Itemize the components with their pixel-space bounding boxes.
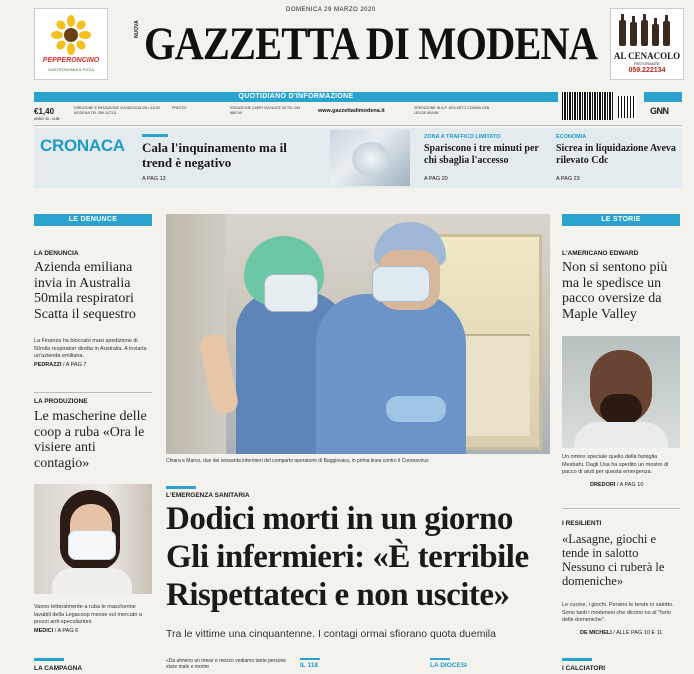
cronaca-story1-page: A PAG 13 <box>142 176 166 182</box>
main-headline-line3[interactable]: Rispettateci e non uscite» <box>166 577 510 613</box>
left-a3-sig: MEDICI / A PAG 6 <box>34 628 79 634</box>
right-a2-title[interactable]: «Lasagne, giochi e tende in salotto Nessuno ci ruberà le domeniche» <box>562 532 665 588</box>
right-a1-title[interactable]: Non si sentono più ma le spedisce un pacco oversize da Maple Valley <box>562 260 668 322</box>
info-col5: SPEDIZIONE IN A.P. 45% ART.2 COMMA 20/B LEGGE 662/96 <box>414 106 490 115</box>
right-ad-name: AL CENACOLO <box>613 51 681 61</box>
right-a1-kicker: L'AMERICANO EDWARD <box>562 250 639 257</box>
cronaca-story3-kicker: ECONOMIA <box>556 134 587 140</box>
main-kicker: L'EMERGENZA SANITARIA <box>166 492 250 499</box>
masthead-nuova: NUOVA <box>134 20 140 38</box>
cronaca-story1-title[interactable]: Cala l'inquinamento ma il trend è negativo <box>142 140 287 170</box>
main-bottom-quote: «Da almeno un mese e mezzo vediamo tante persone stare male e morire <box>166 658 287 670</box>
info-col2: PREZZO <box>172 106 187 110</box>
wine-bottles-icon <box>615 12 679 48</box>
left-a3-body: Vanno letteralmente a ruba le mascherine lavabili della Legacoop messe sul mercato a prezzi anti-speculazioni. <box>34 604 142 625</box>
barcode-small <box>618 96 636 118</box>
left-a1-kicker: LA DENUNCIA <box>34 250 79 257</box>
left-a1-sig: PEDRAZZI / A PAG 7 <box>34 362 87 368</box>
left-section-label: LE DENUNCE <box>68 216 118 223</box>
main-bottom-k2-accent <box>430 658 450 660</box>
right-a1-sig: DREDORI / A PAG 10 <box>590 482 644 488</box>
right-section-label: LE STORIE <box>601 216 641 223</box>
divider <box>34 392 152 393</box>
left-ad-brand: PEPPERONCINO <box>42 57 100 64</box>
right-ad[interactable] <box>610 8 684 80</box>
mask-woman-photo <box>34 484 152 594</box>
left-a2-title[interactable]: Le mascherine delle coop a ruba «Ora le visiere anti contagio» <box>34 409 147 471</box>
right-section2: I CALCIATORI <box>562 665 606 672</box>
info-col1: DIREZIONE E REDAZIONE VIA MUGGIA 2/6 • 41100 MODENA TEL 059 247311 <box>74 106 160 115</box>
cronaca-story2-kicker: ZONA A TRAFFICO LIMITATO <box>424 134 501 140</box>
right-a2-sig-name: DE MICHELI <box>580 630 612 636</box>
right-ad-sub: RISTORANTE <box>634 61 660 66</box>
right-ad-phone: 059.222134 <box>628 67 666 74</box>
tagline-bar <box>34 92 558 102</box>
main-subhead: Tra le vittime una cinquantenne. I contagi ormai sfiorano quota duemila <box>166 628 496 640</box>
edward-photo <box>562 336 680 448</box>
cronaca-story3-title[interactable]: Sicrea in liquidazione Aveva rilevato Cdc <box>556 143 676 166</box>
price-note: ANNO 40 - N.88 <box>34 117 60 121</box>
sunflower-icon <box>51 15 91 55</box>
masthead-date: DOMENICA 29 MARZO 2020 <box>286 7 376 13</box>
right-a2-body: Le cucine, i giochi. Persino le tende in salotto. Sono tanti i modenesi che dicono no al "furto delle domeniche". <box>562 602 674 623</box>
info-col3: REDAZIONE CARPI VIA NOCE 28 TEL 059 686745 <box>230 106 301 115</box>
left-ad-sub: GASTRONOMIA & PIZZA <box>47 67 94 72</box>
pollution-photo <box>330 130 410 186</box>
newspaper-title[interactable]: GAZZETTA DI MODENA <box>144 18 598 70</box>
main-bottom-k1: IL 118 <box>300 662 318 669</box>
right-a1-body: Un omino speciale quello della famiglia Mesbahi. Dagli Usa ha spedito un mostro di pacco di aiuti per questa emergenza. <box>562 454 669 475</box>
left-a3-sig-name: MEDICI <box>34 628 54 634</box>
barcode <box>562 92 614 120</box>
divider <box>562 508 680 509</box>
divider <box>34 125 682 126</box>
tagline: QUOTIDIANO D'INFORMAZIONE <box>238 93 354 100</box>
main-kicker-accent <box>166 486 196 489</box>
photo-caption: Chiara e Marco, due dei sessanta infermieri del comparto operatorio di Baggiovara, in prima linea contro il Coronavirus <box>166 458 429 464</box>
main-bottom-k1-accent <box>300 658 320 660</box>
main-bottom-k2: LA DIOCESI <box>430 662 467 669</box>
price: €1,40 <box>34 107 55 116</box>
cronaca-accent <box>142 134 168 137</box>
cronaca-story2-page: A PAG 20 <box>424 176 448 182</box>
left-a1-title[interactable]: Azienda emiliana invia in Australia 50mila respiratori Scatta il sequestro <box>34 260 136 322</box>
cronaca-label[interactable]: CRONACA <box>40 136 125 155</box>
cronaca-story3-page: A PAG 23 <box>556 176 580 182</box>
left-section2-accent <box>34 658 64 661</box>
left-a1-page: A PAG 7 <box>65 362 87 368</box>
left-section-bar <box>34 214 152 226</box>
left-a3-page: A PAG 6 <box>57 628 79 634</box>
right-a1-sig-name: DREDORI <box>590 482 616 488</box>
right-section-bar <box>562 214 680 226</box>
right-section2-accent <box>562 658 592 661</box>
main-headline-line2[interactable]: Gli infermieri: «È terribile <box>166 539 529 575</box>
right-a1-page: A PAG 10 <box>619 482 644 488</box>
main-headline-line1[interactable]: Dodici morti in un giorno <box>166 501 513 537</box>
left-section2: LA CAMPAGNA <box>34 665 83 672</box>
left-a1-body: La Finanza ha bloccato maxi spedizione di 50mila respiratori diretta in Australia. A inviarla un'azienda emiliana. <box>34 338 147 359</box>
right-a2-page: ALLE PAG 10 E 11 <box>616 630 663 636</box>
right-a2-sig: DE MICHELI / ALLE PAG 10 E 11 <box>580 630 663 636</box>
gnn-label: GNN <box>650 106 669 116</box>
right-a2-kicker: I RESILIENTI <box>562 520 602 527</box>
nurses-photo[interactable] <box>166 214 550 454</box>
left-a2-kicker: LA PRODUZIONE <box>34 398 88 405</box>
website-link[interactable]: www.gazzettadimodena.it <box>318 108 385 114</box>
left-a1-sig-name: PEDRAZZI <box>34 362 62 368</box>
cronaca-story2-title[interactable]: Spariscono i tre minuti per chi sbaglia l'accesso <box>424 143 539 166</box>
gnn-logo <box>644 92 682 102</box>
left-ad[interactable] <box>34 8 108 80</box>
